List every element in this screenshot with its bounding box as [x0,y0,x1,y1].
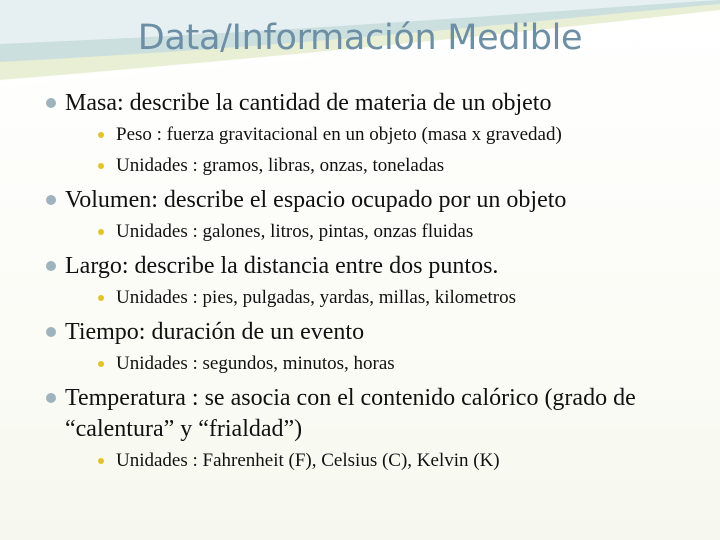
sub-bullet-dot-icon [98,295,104,301]
list-item-text: Tiempo: duración de un evento [65,319,365,345]
sub-list-item [46,119,686,150]
sub-list-item-text: Unidades : gramos, libras, onzas, toneladas [116,155,445,176]
bullet-dot-icon [46,327,56,337]
list-item-text: Largo: describe la distancia entre dos puntos. [65,253,499,279]
sub-list-item-text: Peso : fuerza gravitacional en un objeto (masa x gravedad) [116,124,562,145]
bullet-list [46,84,686,476]
list-item-text: Temperatura : se asocia con el contenido calórico (grado de “calentura” y “frialdad”) [65,385,636,442]
bullet-dot-icon [46,195,56,205]
sub-bullet-dot-icon [98,163,104,169]
list-item-text: Masa: describe la cantidad de materia de un objeto [65,90,552,116]
list-item [46,317,686,348]
list-item [46,383,686,445]
sub-list-item-text: Unidades : galones, litros, pintas, onzas fluidas [116,221,474,242]
list-item [46,185,686,216]
list-item-text: Volumen: describe el espacio ocupado por un objeto [65,187,567,213]
sub-list-item-text: Unidades : pies, pulgadas, yardas, millas, kilometros [116,287,516,308]
bullet-dot-icon [46,98,56,108]
sub-list-item-text: Unidades : segundos, minutos, horas [116,353,395,374]
sub-bullet-dot-icon [98,132,104,138]
sub-bullet-dot-icon [98,361,104,367]
bullet-dot-icon [46,393,56,403]
sub-list-item [46,445,686,476]
list-item [46,88,686,119]
sub-list-item [46,282,686,313]
slide-title: Data/Información Medible [137,18,583,58]
sub-list-item [46,150,686,181]
sub-bullet-dot-icon [98,458,104,464]
sub-list-item [46,348,686,379]
list-item [46,251,686,282]
sub-bullet-dot-icon [98,229,104,235]
sub-list-item-text: Unidades : Fahrenheit (F), Celsius (C), Kelvin (K) [116,450,500,471]
bullet-dot-icon [46,261,56,271]
sub-list-item [46,216,686,247]
